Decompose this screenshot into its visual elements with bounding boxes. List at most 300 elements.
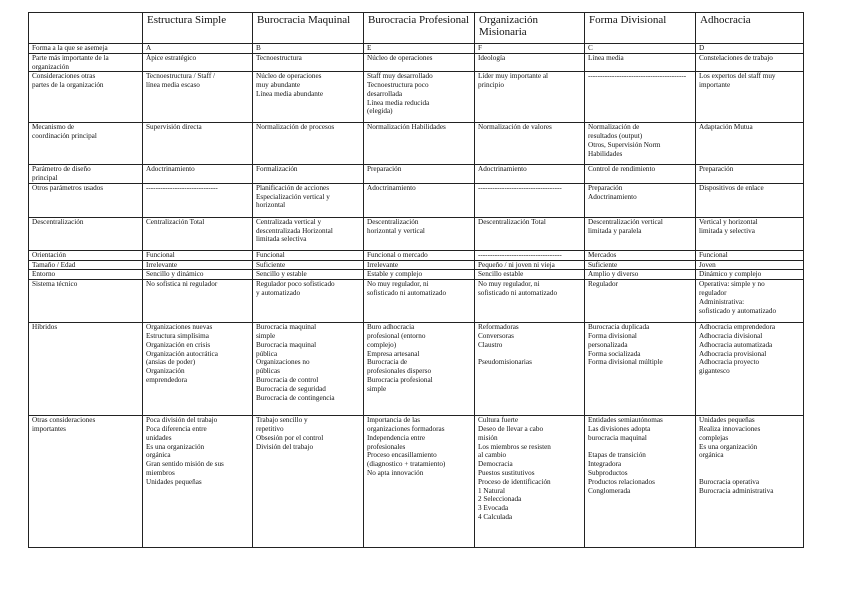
cell-line: Amplio y diverso xyxy=(588,270,639,279)
cell-entorno-burocracia-maquinal xyxy=(253,270,364,280)
row-otras-consideraciones xyxy=(29,416,804,548)
cell-line: Dinámico y complejo xyxy=(699,270,762,279)
header-corner xyxy=(29,13,143,44)
cell-line: Cultura fuerte xyxy=(478,416,519,425)
cell-line: Unidades pequeñas xyxy=(699,416,755,425)
cell-line: Funcional xyxy=(256,250,285,259)
cell-line: desarrollada xyxy=(367,89,403,98)
cell-sistema-tecnico-organizacion-misionaria xyxy=(475,280,585,323)
cell-line: orgánica xyxy=(146,451,171,460)
cell-tamano-edad-forma-divisional xyxy=(585,260,696,270)
cell-line: simple xyxy=(256,332,276,341)
cell-line: Adaptación Mutua xyxy=(699,123,753,132)
cell-line: gigantesco xyxy=(699,367,730,376)
row-label-parte-importante xyxy=(29,53,143,72)
cell-consideraciones-otras-forma-divisional xyxy=(585,72,696,123)
cell-line xyxy=(699,460,800,469)
cell-line: unidades xyxy=(146,433,172,442)
cell-line: Adoctrinamiento xyxy=(367,183,416,192)
cell-entorno-organizacion-misionaria xyxy=(475,270,585,280)
cell-line: importantes xyxy=(32,425,66,434)
cell-parametro-diseno-adhocracia xyxy=(696,165,804,184)
cell-line: Funcional xyxy=(146,250,175,259)
cell-line: Sencillo estable xyxy=(478,270,524,279)
cell-line: Adhocracia provisional xyxy=(699,349,767,358)
cell-hibridos-estructura-simple xyxy=(143,323,253,416)
cell-line: Dispositivos de enlace xyxy=(699,183,764,192)
cell-line: Estable y complejo xyxy=(367,270,423,279)
cell-line: Proceso de identificación xyxy=(478,477,551,486)
cell-orientacion-organizacion-misionaria xyxy=(475,250,585,260)
cell-line: Etapas de transición xyxy=(588,451,646,460)
row-label-descentralizacion xyxy=(29,217,143,250)
cell-line: organizaciones formadoras xyxy=(367,425,445,434)
cell-line: Poca diferencia entre xyxy=(146,425,207,434)
cell-line: Normalización de procesos xyxy=(256,123,335,132)
cell-parametro-diseno-organizacion-misionaria xyxy=(475,165,585,184)
cell-line: División del trabajo xyxy=(256,442,314,451)
cell-line: A xyxy=(146,44,152,52)
row-orientacion xyxy=(29,250,804,260)
cell-line: partes de la organización xyxy=(32,81,104,90)
cell-line: Mercados xyxy=(588,250,617,259)
row-parte-importante xyxy=(29,53,804,72)
cell-line: Burocracia de seguridad xyxy=(256,384,326,393)
header-burocracia-profesional: Burocracia Profesional xyxy=(364,13,475,44)
cell-line: C xyxy=(588,44,593,52)
row-label-tamano-edad xyxy=(29,260,143,270)
cell-line: Es una organización xyxy=(146,442,205,451)
cell-forma-asemeja-burocracia-maquinal xyxy=(253,44,364,54)
row-label-consideraciones-otras xyxy=(29,72,143,123)
cell-otras-consideraciones-burocracia-profesional xyxy=(364,416,475,548)
cell-line: Obsesión por el control xyxy=(256,433,324,442)
cell-line: Línea media xyxy=(588,53,624,62)
cell-descentralizacion-forma-divisional xyxy=(585,217,696,250)
cell-hibridos-adhocracia xyxy=(696,323,804,416)
cell-line: sofisticado y automatizado xyxy=(699,306,777,315)
cell-line: repetitivo xyxy=(256,425,284,434)
row-hibridos xyxy=(29,323,804,416)
cell-line: Administrativa: xyxy=(699,297,745,306)
cell-line: E xyxy=(367,44,372,52)
cell-line: pública xyxy=(256,349,278,358)
cell-line: Burocracia administrativa xyxy=(699,486,774,495)
cell-line: Forma divisional xyxy=(588,332,637,341)
cell-line: Forma socializada xyxy=(588,349,641,358)
cell-line: Orientación xyxy=(32,250,66,259)
cell-line: miembros xyxy=(146,468,175,477)
cell-line: (ansias de poder) xyxy=(146,358,196,367)
cell-line: Parámetro de diseño xyxy=(32,165,91,174)
cell-line: Consideraciones otras xyxy=(32,72,96,81)
cell-line: orgánica xyxy=(699,451,724,460)
cell-hibridos-organizacion-misionaria xyxy=(475,323,585,416)
cell-forma-asemeja-forma-divisional xyxy=(585,44,696,54)
cell-line: Normalización de xyxy=(588,123,640,132)
cell-mecanismo-coordinacion-burocracia-maquinal xyxy=(253,123,364,165)
cell-line: Suficiente xyxy=(256,260,286,269)
cell-line: Normalización Habilidades xyxy=(367,123,446,132)
cell-orientacion-adhocracia xyxy=(696,250,804,260)
cell-line xyxy=(478,350,581,359)
cell-line xyxy=(699,469,800,478)
cell-line: Híbridos xyxy=(32,323,58,332)
cell-descentralizacion-burocracia-profesional xyxy=(364,217,475,250)
cell-line: Independencia entre xyxy=(367,433,426,442)
cell-line: Los miembros se resisten xyxy=(478,442,551,451)
header-organizacion-misionaria: Organización Misionaria xyxy=(475,13,585,44)
cell-entorno-adhocracia xyxy=(696,270,804,280)
cell-hibridos-forma-divisional xyxy=(585,323,696,416)
cell-line: Burocracia maquinal xyxy=(256,323,317,332)
cell-line: ----------------------------------------- xyxy=(588,72,687,81)
cell-otros-parametros-forma-divisional xyxy=(585,183,696,217)
cell-line: No muy regulador, ni xyxy=(478,280,540,289)
cell-line: Buro adhocracia xyxy=(367,323,415,332)
cell-line: Productos relacionados xyxy=(588,477,655,486)
row-label-sistema-tecnico xyxy=(29,280,143,323)
cell-line: Operativa: simple y no xyxy=(699,280,765,289)
cell-otros-parametros-burocracia-maquinal xyxy=(253,183,364,217)
cell-line: coordinación principal xyxy=(32,132,97,141)
cell-line: Burocracia maquinal xyxy=(256,340,317,349)
cell-line: Descentralización xyxy=(367,217,419,226)
cell-orientacion-forma-divisional xyxy=(585,250,696,260)
cell-line: sofisticado ni automatizado xyxy=(478,289,558,298)
cell-hibridos-burocracia-maquinal xyxy=(253,323,364,416)
row-parametro-diseno xyxy=(29,165,804,184)
cell-line: Organización autocrática xyxy=(146,349,218,358)
cell-descentralizacion-organizacion-misionaria xyxy=(475,217,585,250)
cell-line: Preparación xyxy=(588,183,623,192)
cell-otras-consideraciones-organizacion-misionaria xyxy=(475,416,585,548)
cell-mecanismo-coordinacion-organizacion-misionaria xyxy=(475,123,585,165)
cell-line: misión xyxy=(478,433,498,442)
cell-parametro-diseno-estructura-simple xyxy=(143,165,253,184)
cell-line: Joven xyxy=(699,260,716,269)
cell-line: Centralizada vertical y xyxy=(256,217,322,226)
cell-line: Sistema técnico xyxy=(32,280,78,289)
cell-line: principal xyxy=(32,174,58,183)
cell-line: al cambio xyxy=(478,451,507,460)
cell-line: Adhocracia emprendedora xyxy=(699,323,776,332)
header-adhocracia: Adhocracia xyxy=(696,13,804,44)
row-consideraciones-otras xyxy=(29,72,804,123)
cell-otros-parametros-estructura-simple xyxy=(143,183,253,217)
cell-line: regulador xyxy=(699,289,727,298)
cell-parametro-diseno-forma-divisional xyxy=(585,165,696,184)
cell-parametro-diseno-burocracia-maquinal xyxy=(253,165,364,184)
cell-line: Gran sentido misión de sus xyxy=(146,460,224,469)
cell-tamano-edad-adhocracia xyxy=(696,260,804,270)
cell-consideraciones-otras-burocracia-maquinal xyxy=(253,72,364,123)
cell-line: Funcional o mercado xyxy=(367,250,428,259)
cell-line: Normalización de valores xyxy=(478,123,552,132)
cell-line: Empresa artesanal xyxy=(367,349,420,358)
cell-line: Claustro xyxy=(478,340,503,349)
cell-line: Estructura simplísima xyxy=(146,332,209,341)
cell-tamano-edad-burocracia-maquinal xyxy=(253,260,364,270)
cell-line: Planificación de acciones xyxy=(256,183,330,192)
cell-line: Adhocracia divisional xyxy=(699,332,763,341)
cell-line: importante xyxy=(699,81,731,90)
cell-line: Regulador poco sofisticado xyxy=(256,280,335,289)
cell-line: No sofistica ni regulador xyxy=(146,280,218,289)
cell-line: 2 Seleccionada xyxy=(478,495,522,504)
cell-line: Integradora xyxy=(588,460,622,469)
cell-line: resultados (output) xyxy=(588,132,643,141)
cell-entorno-estructura-simple xyxy=(143,270,253,280)
cell-forma-asemeja-organizacion-misionaria xyxy=(475,44,585,54)
cell-line: Ápice estratégico xyxy=(146,53,197,62)
cell-line: Constelaciones de trabajo xyxy=(699,53,773,62)
cell-line: profesionales disperso xyxy=(367,367,432,376)
cell-line: Control de rendimiento xyxy=(588,165,656,174)
cell-line: Supervisión directa xyxy=(146,123,202,132)
cell-forma-asemeja-estructura-simple xyxy=(143,44,253,54)
cell-otras-consideraciones-forma-divisional xyxy=(585,416,696,548)
row-label-forma-asemeja xyxy=(29,44,143,54)
cell-line: Núcleo de operaciones xyxy=(367,53,433,62)
cell-sistema-tecnico-burocracia-profesional xyxy=(364,280,475,323)
cell-tamano-edad-estructura-simple xyxy=(143,260,253,270)
cell-line: Tamaño / Edad xyxy=(32,260,76,269)
row-label-entorno xyxy=(29,270,143,280)
cell-line: Forma a la que se asemeja xyxy=(32,44,108,52)
cell-line: complejo) xyxy=(367,340,397,349)
cell-line: Línea media reducida xyxy=(367,98,430,107)
cell-line: Organizaciones nuevas xyxy=(146,323,213,332)
cell-line: Tecnoestructura / Staff / xyxy=(146,72,216,81)
cell-line: (diagnostico + tratamiento) xyxy=(367,460,446,469)
cell-line: Proceso encasillamiento xyxy=(367,451,437,460)
cell-line: profesionales xyxy=(367,442,406,451)
cell-line: complejas xyxy=(699,433,729,442)
cell-line: D xyxy=(699,44,705,52)
cell-line: Burocracia de control xyxy=(256,375,319,384)
cell-line: (elegida) xyxy=(367,107,393,116)
cell-forma-asemeja-burocracia-profesional xyxy=(364,44,475,54)
cell-line: Otras consideraciones xyxy=(32,416,96,425)
cell-line: Poca división del trabajo xyxy=(146,416,218,425)
cell-line: Conglomerada xyxy=(588,486,631,495)
cell-descentralizacion-estructura-simple xyxy=(143,217,253,250)
cell-line: Pseudomisionarias xyxy=(478,358,532,367)
cell-line: ----------------------------------- xyxy=(478,250,562,259)
cell-line: Subproductos xyxy=(588,468,628,477)
cell-sistema-tecnico-adhocracia xyxy=(696,280,804,323)
row-forma-asemeja xyxy=(29,44,804,54)
cell-line: Sencillo y estable xyxy=(256,270,307,279)
cell-sistema-tecnico-forma-divisional xyxy=(585,280,696,323)
cell-line: Adhocracia proyecto xyxy=(699,358,760,367)
cell-hibridos-burocracia-profesional xyxy=(364,323,475,416)
cell-descentralizacion-burocracia-maquinal xyxy=(253,217,364,250)
cell-line xyxy=(588,443,692,452)
cell-line: organización xyxy=(32,62,69,71)
header-forma-divisional: Forma Divisional xyxy=(585,13,696,44)
cell-line: B xyxy=(256,44,261,52)
cell-line: 4 Calculada xyxy=(478,512,513,521)
cell-line: Regulador xyxy=(588,280,618,289)
cell-line: No apta innovación xyxy=(367,468,424,477)
cell-line: Otros parámetros usados xyxy=(32,183,104,192)
cell-line: Adoctrinamiento xyxy=(146,165,195,174)
cell-line: Descentralización xyxy=(32,217,84,226)
row-otros-parametros xyxy=(29,183,804,217)
cell-line: Irrelevante xyxy=(367,260,399,269)
cell-line: Especialización vertical y xyxy=(256,192,330,201)
cell-line: sofisticado ni automatizado xyxy=(367,289,447,298)
cell-line: Preparación xyxy=(367,165,402,174)
cell-line: Las divisiones adopta xyxy=(588,425,651,434)
cell-line: línea media escaso xyxy=(146,81,200,90)
cell-line: Adoctrinamiento xyxy=(478,165,527,174)
cell-line: Importancia de las xyxy=(367,416,421,425)
cell-line: Núcleo de operaciones xyxy=(256,72,322,81)
cell-tamano-edad-organizacion-misionaria xyxy=(475,260,585,270)
cell-line: 1 Natural xyxy=(478,486,505,495)
cell-sistema-tecnico-estructura-simple xyxy=(143,280,253,323)
cell-line: Unidades pequeñas xyxy=(146,477,202,486)
cell-line: Tecnoestructura xyxy=(256,53,302,62)
cell-line: Irrelevante xyxy=(146,260,178,269)
cell-line: emprendedora xyxy=(146,375,188,384)
cell-line: Preparación xyxy=(699,165,734,174)
row-label-parametro-diseno xyxy=(29,165,143,184)
cell-line: ----------------------------------- xyxy=(478,183,562,192)
cell-line: No muy regulador, ni xyxy=(367,280,429,289)
header-row xyxy=(29,13,804,44)
cell-descentralizacion-adhocracia xyxy=(696,217,804,250)
cell-parte-importante-burocracia-maquinal xyxy=(253,53,364,72)
row-sistema-tecnico xyxy=(29,280,804,323)
header-estructura-simple: Estructura Simple xyxy=(143,13,253,44)
cell-line: Parte más importante de la xyxy=(32,53,109,62)
cell-line: y automatizado xyxy=(256,289,301,298)
cell-line: limitada y selectiva xyxy=(699,226,755,235)
cell-line: limitada y paralela xyxy=(588,226,642,235)
cell-parte-importante-estructura-simple xyxy=(143,53,253,72)
cell-line: principio xyxy=(478,81,504,90)
cell-line: 3 Evocada xyxy=(478,504,509,513)
cell-forma-asemeja-adhocracia xyxy=(696,44,804,54)
organization-structures-table xyxy=(28,12,804,548)
cell-line: simple xyxy=(367,384,387,393)
cell-line: Descentralización Total xyxy=(478,217,546,226)
cell-otros-parametros-burocracia-profesional xyxy=(364,183,475,217)
row-label-otras-consideraciones xyxy=(29,416,143,548)
cell-orientacion-estructura-simple xyxy=(143,250,253,260)
cell-sistema-tecnico-burocracia-maquinal xyxy=(253,280,364,323)
cell-line: Burocracia operativa xyxy=(699,477,760,486)
cell-consideraciones-otras-burocracia-profesional xyxy=(364,72,475,123)
cell-line: Deseo de llevar a cabo xyxy=(478,425,544,434)
cell-line: Los expertos del staff muy xyxy=(699,72,776,81)
cell-line: Descentralización vertical xyxy=(588,217,663,226)
cell-consideraciones-otras-organizacion-misionaria xyxy=(475,72,585,123)
cell-line: Funcional xyxy=(699,250,728,259)
row-mecanismo-coordinacion xyxy=(29,123,804,165)
row-label-otros-parametros xyxy=(29,183,143,217)
cell-otras-consideraciones-burocracia-maquinal xyxy=(253,416,364,548)
cell-line: Burocracia profesional xyxy=(367,375,433,384)
header-burocracia-maquinal: Burocracia Maquinal xyxy=(253,13,364,44)
row-label-orientacion xyxy=(29,250,143,260)
cell-line: Sencillo y dinámico xyxy=(146,270,204,279)
cell-mecanismo-coordinacion-adhocracia xyxy=(696,123,804,165)
row-label-hibridos xyxy=(29,323,143,416)
cell-parametro-diseno-burocracia-profesional xyxy=(364,165,475,184)
cell-line: Habilidades xyxy=(588,149,623,158)
cell-line: Ideología xyxy=(478,53,506,62)
cell-entorno-forma-divisional xyxy=(585,270,696,280)
cell-line: Realiza innovaciones xyxy=(699,425,761,434)
cell-line: Puestos sustitutivos xyxy=(478,468,535,477)
row-entorno xyxy=(29,270,804,280)
cell-consideraciones-otras-adhocracia xyxy=(696,72,804,123)
cell-otras-consideraciones-estructura-simple xyxy=(143,416,253,548)
cell-line: Línea media abundante xyxy=(256,89,324,98)
cell-parte-importante-forma-divisional xyxy=(585,53,696,72)
cell-line: ------------------------------ xyxy=(146,183,218,192)
cell-line: Reformadoras xyxy=(478,323,519,332)
cell-line: Staff muy desarrollado xyxy=(367,72,433,81)
cell-line: Adhocracia automatizada xyxy=(699,340,773,349)
cell-line: horizontal y vertical xyxy=(367,226,425,235)
cell-line: públicas xyxy=(256,367,280,376)
cell-line: Burocracia duplicada xyxy=(588,323,650,332)
cell-entorno-burocracia-profesional xyxy=(364,270,475,280)
cell-line: Centralización Total xyxy=(146,217,205,226)
cell-mecanismo-coordinacion-forma-divisional xyxy=(585,123,696,165)
cell-line: horizontal xyxy=(256,201,286,210)
cell-line: Burocracia de xyxy=(367,358,408,367)
cell-line: descentralizada Horizontal xyxy=(256,226,333,235)
cell-orientacion-burocracia-profesional xyxy=(364,250,475,260)
cell-line: Entorno xyxy=(32,270,56,279)
cell-parte-importante-burocracia-profesional xyxy=(364,53,475,72)
cell-line: limitada selectiva xyxy=(256,235,307,244)
cell-line: Adoctrinamiento xyxy=(588,192,637,201)
cell-line: Entidades semiautónomas xyxy=(588,416,663,425)
cell-consideraciones-otras-estructura-simple xyxy=(143,72,253,123)
cell-line: personalizada xyxy=(588,340,628,349)
cell-otros-parametros-organizacion-misionaria xyxy=(475,183,585,217)
cell-line: Democracia xyxy=(478,460,513,469)
cell-line: Mecanismo de xyxy=(32,123,75,132)
cell-line: Organización xyxy=(146,367,185,376)
cell-parte-importante-adhocracia xyxy=(696,53,804,72)
cell-line: profesional (entorno xyxy=(367,332,426,341)
cell-line: Tecnoestructura poco xyxy=(367,81,429,90)
cell-line: Organizaciones no xyxy=(256,358,310,367)
row-label-mecanismo-coordinacion xyxy=(29,123,143,165)
cell-mecanismo-coordinacion-estructura-simple xyxy=(143,123,253,165)
cell-line: Organización en crisis xyxy=(146,340,211,349)
cell-otras-consideraciones-adhocracia xyxy=(696,416,804,548)
cell-tamano-edad-burocracia-profesional xyxy=(364,260,475,270)
row-tamano-edad xyxy=(29,260,804,270)
cell-line: Vertical y horizontal xyxy=(699,217,758,226)
cell-line: Es una organización xyxy=(699,442,758,451)
cell-otros-parametros-adhocracia xyxy=(696,183,804,217)
cell-line: Trabajo sencillo y xyxy=(256,416,308,425)
cell-line: Forma divisional múltiple xyxy=(588,358,663,367)
cell-mecanismo-coordinacion-burocracia-profesional xyxy=(364,123,475,165)
cell-line: Suficiente xyxy=(588,260,618,269)
